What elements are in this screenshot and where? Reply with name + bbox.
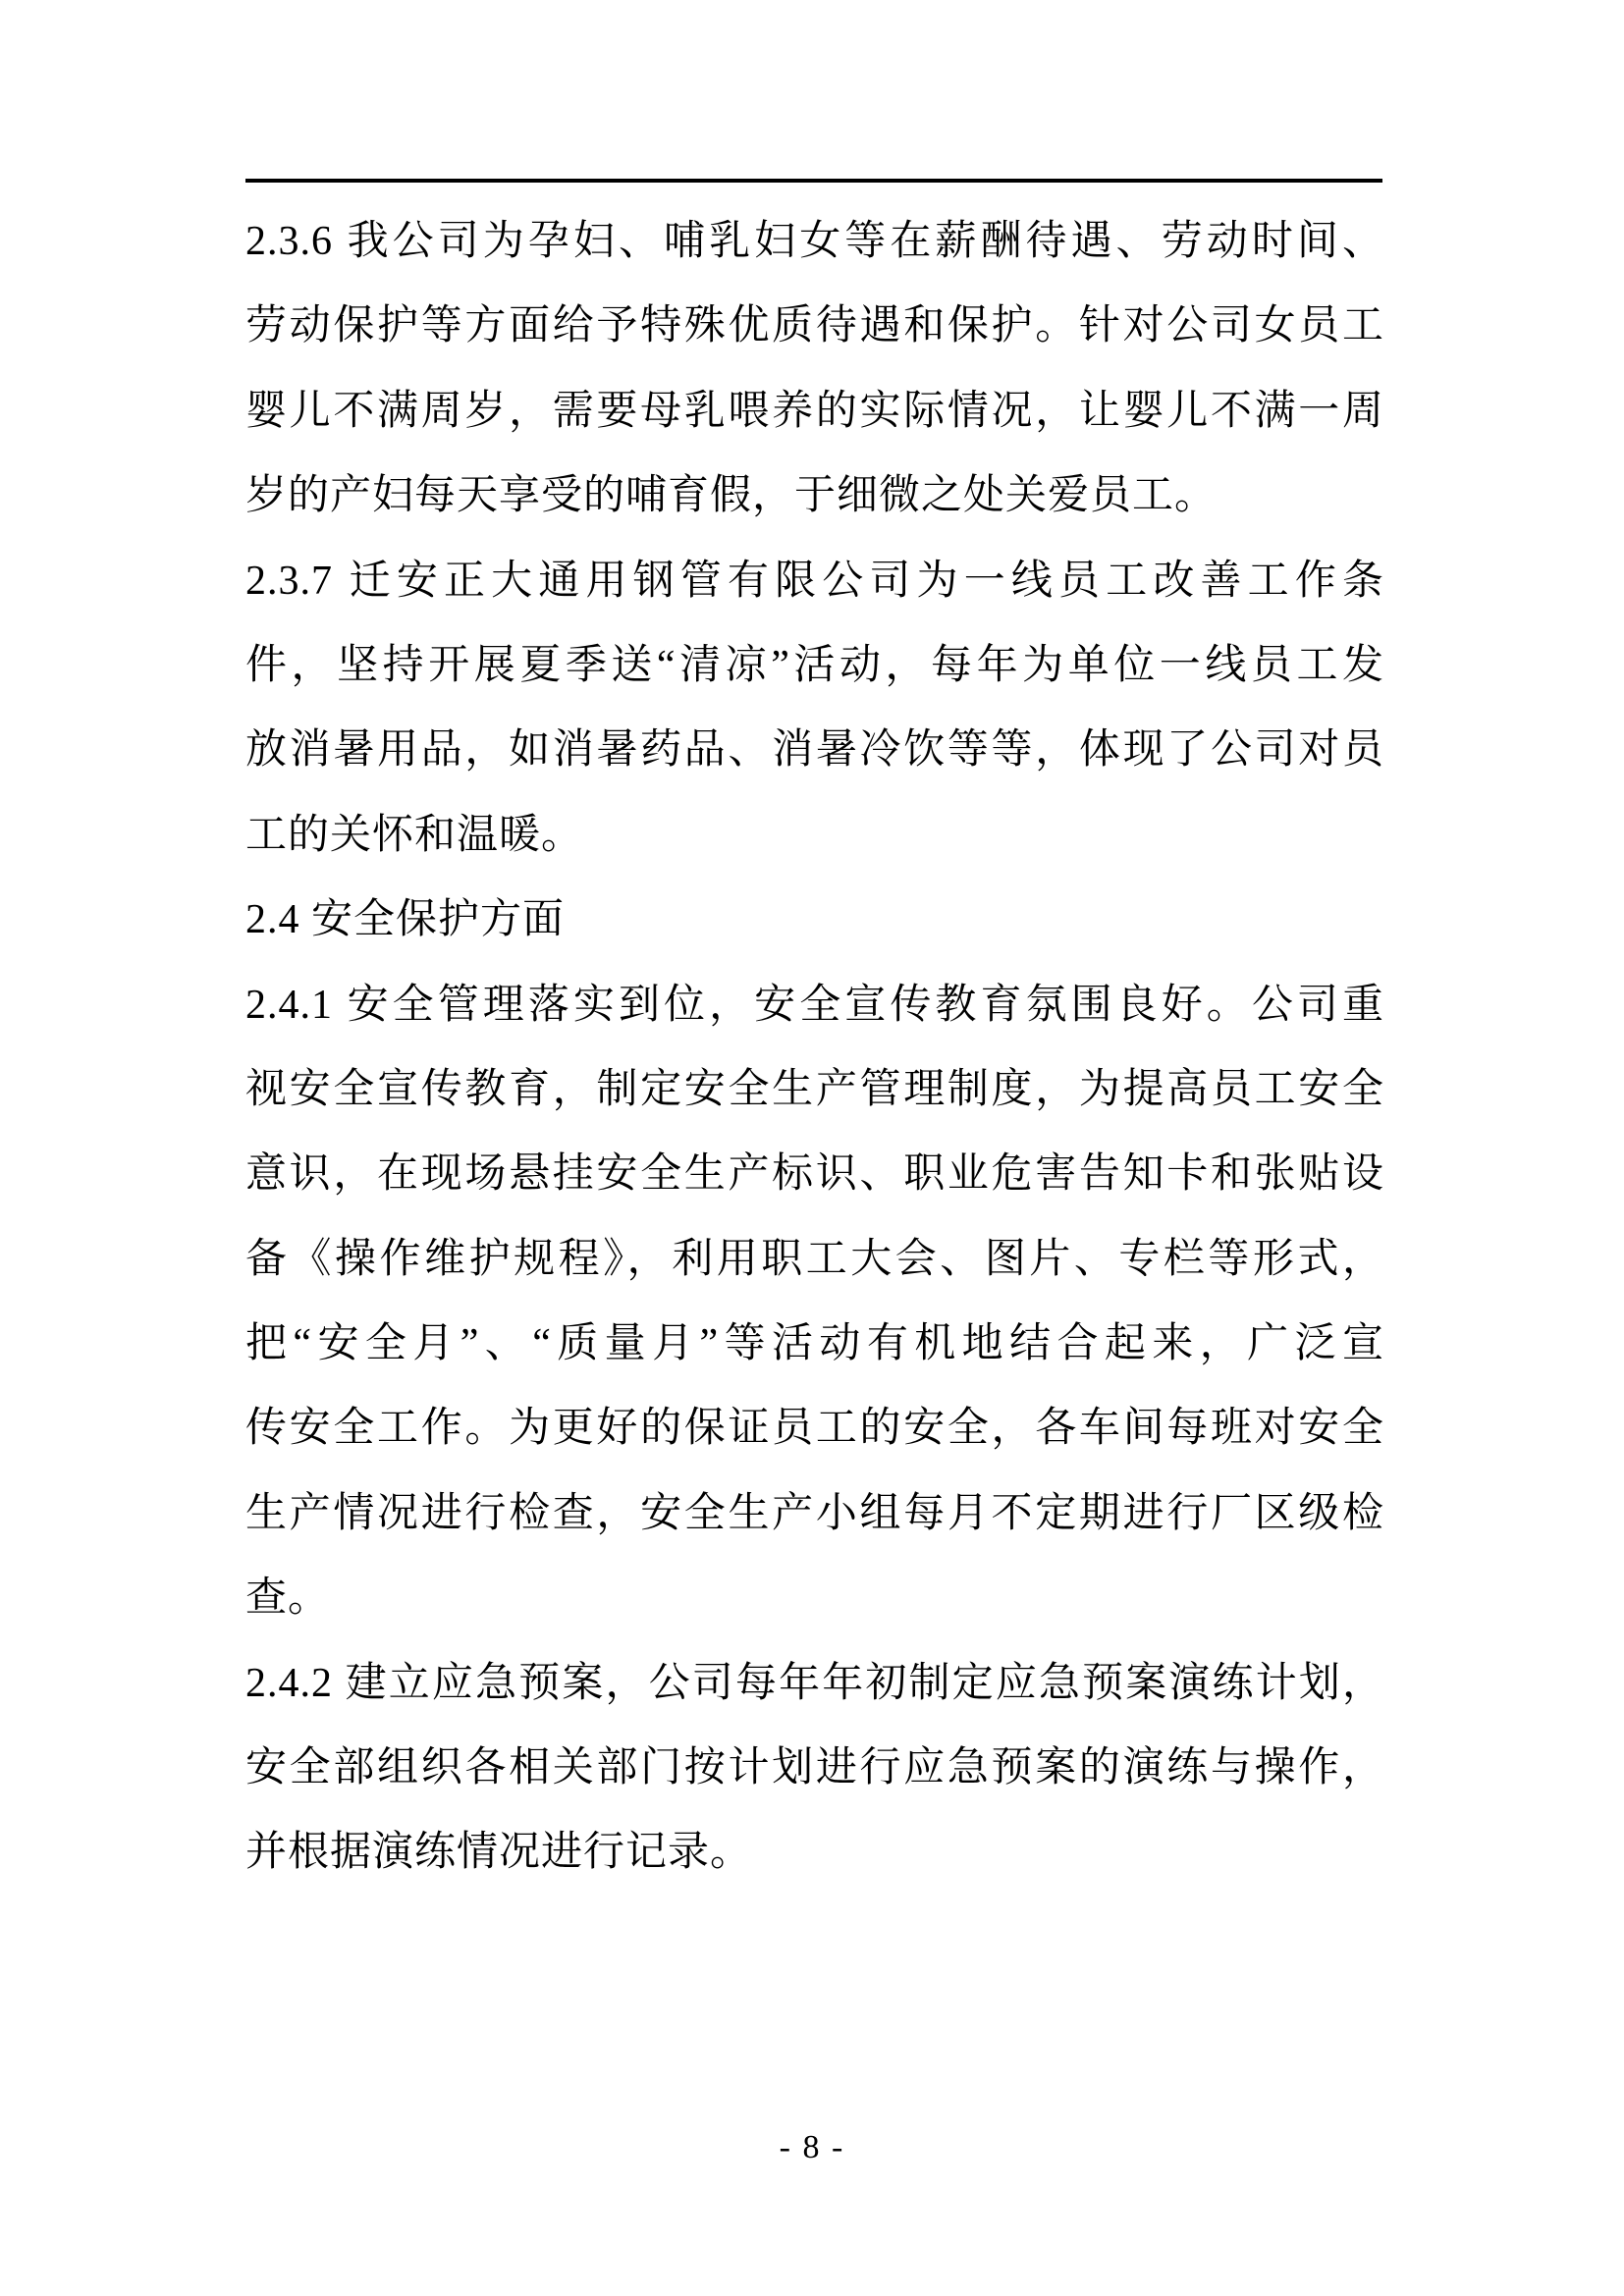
document-body (245, 199, 1384, 1896)
text-line: 把“安全月”、“质量月”等活动有机地结合起来，广泛宣 (245, 1321, 1384, 1367)
text-line: 查。 (245, 1575, 331, 1622)
page-number: - 8 - (779, 2129, 845, 2165)
text-line: 意识，在现场悬挂安全生产标识、职业危害告知卡和张贴设 (245, 1151, 1384, 1198)
text-line: 传安全工作。为更好的保证员工的安全，各车间每班对安全 (245, 1406, 1384, 1452)
page-footer (0, 2126, 1624, 2169)
text-line: 并根据演练情况进行记录。 (245, 1830, 753, 1876)
text-line: 2.4.1 安全管理落实到位，安全宣传教育氛围良好。公司重 (245, 982, 1384, 1028)
text-line: 2.3.6 我公司为孕妇、哺乳妇女等在薪酬待遇、劳动时间、 (245, 219, 1384, 264)
text-line: 备《操作维护规程》，利用职工大会、图片、专栏等形式， (245, 1236, 1384, 1282)
text-line: 岁的产妇每天享受的哺育假，于细微之处关爱员工。 (245, 473, 1218, 519)
text-line: 放消暑用品，如消暑药品、消暑冷饮等等，体现了公司对员 (245, 727, 1384, 774)
text-line: 婴儿不满周岁，需要母乳喂养的实际情况，让婴儿不满一周 (245, 388, 1384, 434)
header-rule (245, 179, 1382, 183)
text-line: 安全部组织各相关部门按计划进行应急预案的演练与操作， (245, 1745, 1384, 1791)
text-line: 2.4.2 建立应急预案，公司每年年初制定应急预案演练计划， (245, 1660, 1384, 1706)
text-line: 视安全宣传教育，制定安全生产管理制度，为提高员工安全 (245, 1066, 1384, 1112)
text-line: 件，坚持开展夏季送“清凉”活动，每年为单位一线员工发 (245, 642, 1384, 688)
text-line: 劳动保护等方面给予特殊优质待遇和保护。针对公司女员工 (245, 303, 1384, 349)
text-line: 工的关怀和温暖。 (245, 812, 584, 858)
text-line: 生产情况进行检查，安全生产小组每月不定期进行厂区级检 (245, 1490, 1384, 1536)
text-line: 2.3.7 迁安正大通用钢管有限公司为一线员工改善工作条 (245, 558, 1384, 604)
text-line: 2.4 安全保护方面 (245, 897, 566, 943)
